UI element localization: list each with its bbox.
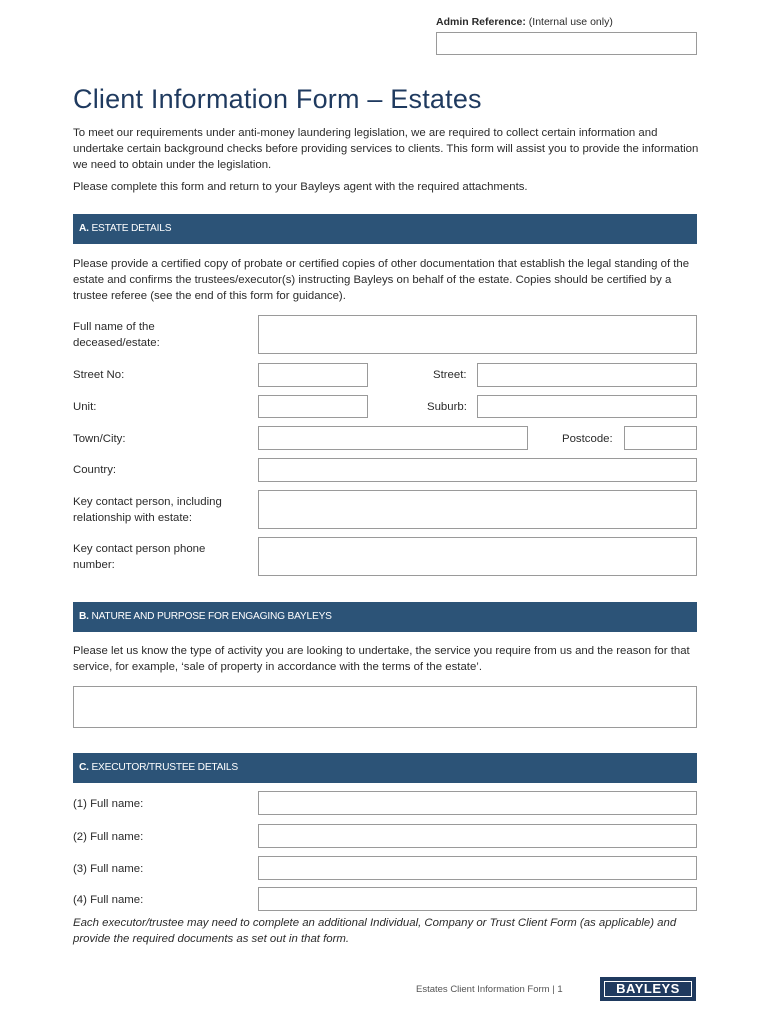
postcode-label: Postcode:: [562, 433, 613, 445]
full-name-label: Full name of the deceased/estate:: [73, 321, 160, 349]
executor-4-input[interactable]: [258, 887, 697, 911]
section-a-heading: ESTATE DETAILS: [91, 223, 172, 234]
town-input[interactable]: [258, 426, 528, 450]
street-no-input[interactable]: [258, 363, 368, 387]
phone-input[interactable]: [258, 537, 697, 576]
admin-reference-input[interactable]: [436, 32, 697, 55]
section-b-header: [73, 602, 697, 632]
street-label: Street:: [433, 369, 467, 381]
section-c-header: [73, 753, 697, 783]
section-a-letter: A.: [79, 223, 89, 234]
footer-text: Estates Client Information Form | 1: [416, 984, 563, 995]
executor-2-label: (2) Full name:: [73, 831, 144, 843]
section-c-letter: C.: [79, 762, 89, 773]
intro-instructions: Please complete this form and return to your Bayleys agent with the required attachments.: [73, 181, 528, 193]
phone-label: Key contact person phone number:: [73, 543, 206, 571]
section-a-text: Please provide a certified copy of probate or certified copies of other documentation that establish the legal standing of the estate and confirms the trustees/executor(s) instructing Bayleys on behalf of the estate. Copies should be certified by a trustee referee (see the end of this form for guidance).: [73, 258, 690, 302]
executor-1-input[interactable]: [258, 791, 697, 815]
key-contact-input[interactable]: [258, 490, 697, 529]
full-name-input[interactable]: [258, 315, 697, 354]
key-contact-label: Key contact person, including relationship with estate:: [73, 496, 222, 524]
bayleys-logo-text: BAYLEYS: [604, 981, 692, 997]
section-b-heading: NATURE AND PURPOSE FOR ENGAGING BAYLEYS: [91, 611, 332, 622]
section-a-header: [73, 214, 697, 244]
section-c-note: Each executor/trustee may need to complete an additional Individual, Company or Trust Client Form (as applicable) and provide the required documents as set out in that form.: [73, 917, 677, 945]
bayleys-logo: [600, 977, 696, 1001]
admin-reference-note: (Internal use only): [528, 16, 613, 28]
executor-3-label: (3) Full name:: [73, 863, 144, 875]
page-title: Client Information Form – Estates: [73, 84, 482, 114]
country-label: Country:: [73, 464, 117, 476]
intro-paragraph: To meet our requirements under anti-money laundering legislation, we are required to collect certain information and undertake certain background checks before providing services to clients. This form will assist you to provide the information we need to obtain under the legislation.: [73, 127, 699, 171]
unit-input[interactable]: [258, 395, 368, 418]
street-input[interactable]: [477, 363, 697, 387]
executor-1-label: (1) Full name:: [73, 798, 144, 810]
country-input[interactable]: [258, 458, 697, 482]
purpose-input[interactable]: [73, 686, 697, 728]
admin-reference-title: Admin Reference:: [436, 16, 526, 28]
suburb-input[interactable]: [477, 395, 697, 418]
section-b-letter: B.: [79, 611, 89, 622]
executor-4-label: (4) Full name:: [73, 894, 144, 906]
town-label: Town/City:: [73, 433, 126, 445]
executor-2-input[interactable]: [258, 824, 697, 848]
suburb-label: Suburb:: [427, 401, 467, 413]
unit-label: Unit:: [73, 401, 97, 413]
postcode-input[interactable]: [624, 426, 697, 450]
section-c-heading: EXECUTOR/TRUSTEE DETAILS: [91, 762, 238, 773]
executor-3-input[interactable]: [258, 856, 697, 880]
street-no-label: Street No:: [73, 369, 125, 381]
section-b-text: Please let us know the type of activity you are looking to undertake, the service you require from us and the reason for that service, for example, ‘sale of property in accordance with the terms of the estate’.: [73, 645, 690, 673]
admin-reference-label: [436, 16, 613, 28]
